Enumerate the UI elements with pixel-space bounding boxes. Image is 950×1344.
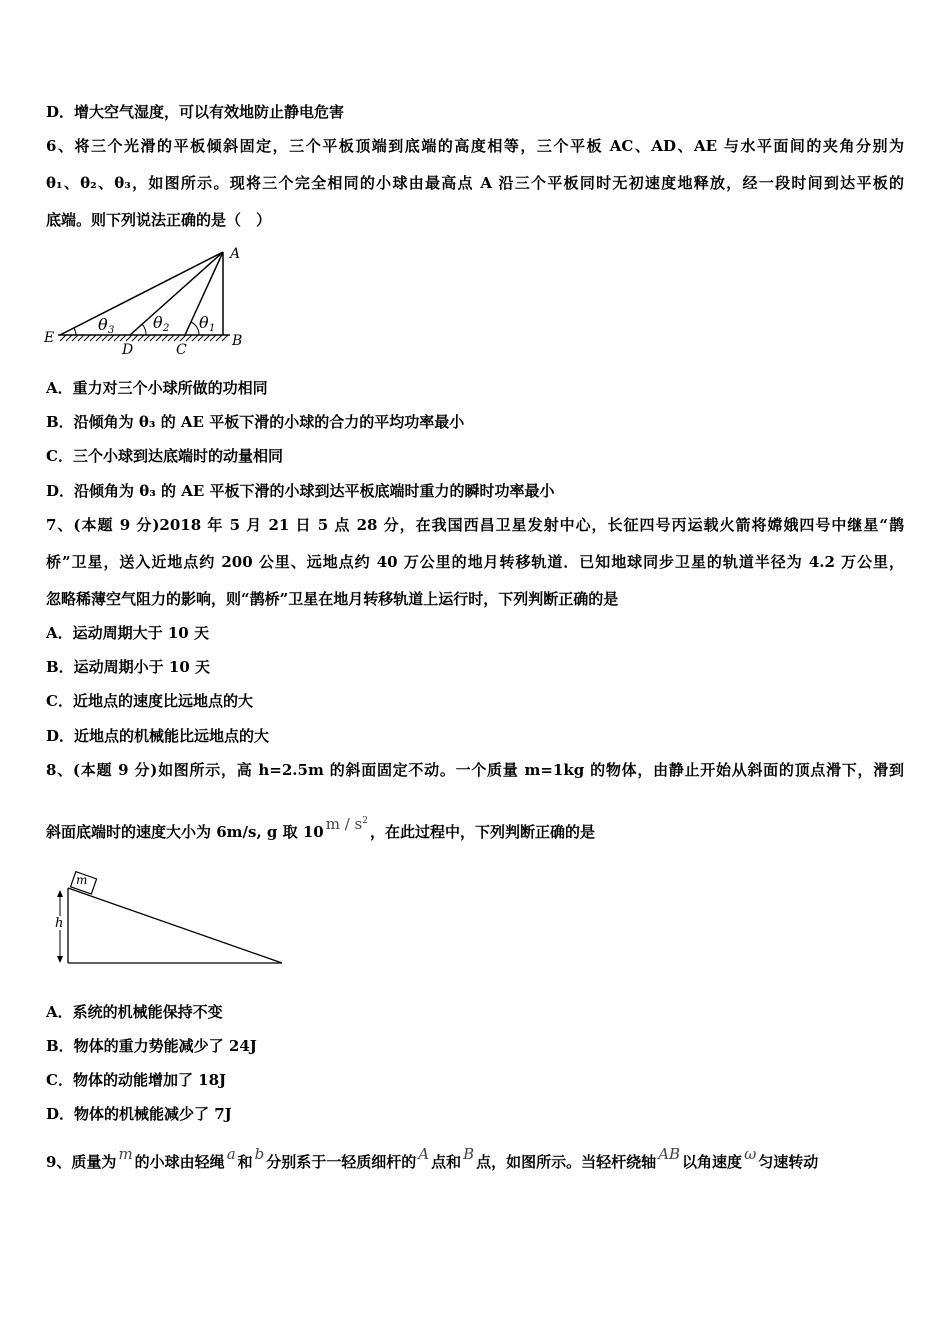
q6-label-theta2: θ: [153, 313, 163, 332]
q6-option-d: D．沿倾角为 θ₃ 的 AE 平板下滑的小球到达平板底端时重力的瞬时功率最小: [46, 482, 555, 500]
q9-text-1: 9、质量为: [46, 1153, 117, 1171]
q6-label-a: A: [230, 246, 241, 262]
q9-text-7: 以角速度: [682, 1153, 743, 1171]
q8-option-d: D．物体的机械能减少了 7J: [46, 1105, 232, 1123]
q9-text-4: 分别系于一轻质细杆的: [266, 1153, 417, 1171]
q6-option-b: B．沿倾角为 θ₃ 的 AE 平板下滑的小球的合力的平均功率最小: [46, 413, 465, 431]
q8-label-h: h: [55, 916, 64, 931]
q6-angle-arc-2: [142, 324, 146, 335]
q9-text-6: 点，如图所示。当轻杆绕轴: [476, 1153, 657, 1171]
q6-label-e: E: [44, 330, 55, 346]
q7-stem-line3: 忽略稀薄空气阻力的影响，则“鹊桥”卫星在地月转移轨道上运行时，下列判断正确的是: [46, 590, 619, 608]
q6-label-theta2-sub: 2: [163, 323, 170, 334]
q6-angle-arc-1: [191, 322, 199, 335]
q9-var-B: B: [463, 1145, 475, 1163]
q9-var-omega: ω: [744, 1145, 757, 1163]
q6-incline-diagram: [40, 242, 255, 354]
q7-stem-line1: 7、(本题 9 分)2018 年 5 月 21 日 5 点 28 分，在我国西昌卫星发射中心，长征四号丙运载火箭将嫦娥四号中继星“鹊: [46, 516, 904, 534]
q7-option-c: C．近地点的速度比远地点的大: [46, 692, 253, 710]
q8-option-a: A．系统的机械能保持不变: [46, 1003, 223, 1021]
q9-stem-line1: [46, 1145, 819, 1172]
q8-slope-line: [68, 888, 282, 963]
q8-stem-line2: [46, 815, 595, 845]
q9-text-3: 和: [237, 1153, 253, 1171]
q6-label-theta3-sub: 3: [108, 325, 115, 336]
q9-text-2: 的小球由轻绳: [134, 1153, 225, 1171]
q6-label-theta3: θ: [98, 315, 108, 334]
q8-option-b: B．物体的重力势能减少了 24J: [46, 1037, 257, 1055]
q9-var-AB: AB: [658, 1145, 681, 1163]
q9-text-5: 点和: [431, 1153, 462, 1171]
q9-var-m: m: [118, 1145, 133, 1163]
q6-label-b: B: [232, 333, 243, 349]
q7-option-a: A．运动周期大于 10 天: [46, 624, 209, 642]
q6-angle-arc-3: [74, 328, 76, 335]
q6-stem-line1: 6、将三个光滑的平板倾斜固定，三个平板顶端到底端的高度相等，三个平板 AC、AD、AE 与水平面间的夹角分别为: [46, 137, 904, 155]
q7-stem-line2: 桥”卫星，送入近地点约 200 公里、远地点约 40 万公里的地月转移轨道．已知地球同步卫星的轨道半径为 4.2 万公里，: [46, 553, 904, 571]
q8-option-c: C．物体的动能增加了 18J: [46, 1071, 227, 1089]
q9-var-A: A: [418, 1145, 430, 1163]
q6-label-theta1: θ: [199, 313, 209, 332]
q6-label-d: D: [122, 342, 134, 354]
q8-stem-line2-part1: 斜面底端时的速度大小为 6m/s, g 取 10: [46, 823, 324, 841]
q6-option-c: C．三个小球到达底端时的动量相同: [46, 447, 283, 465]
q8-arrow-up: [57, 890, 63, 897]
q8-stem-line1: 8、(本题 9 分)如图所示，高 h=2.5m 的斜面固定不动。一个质量 m=1kg 的物体，由静止开始从斜面的顶点滑下，滑到: [46, 761, 904, 779]
q6-option-a: A．重力对三个小球所做的功相同: [46, 379, 268, 397]
q6-ground-hatching: [60, 335, 228, 341]
q7-option-d: D．近地点的机械能比远地点的大: [46, 727, 270, 745]
q6-label-c: C: [176, 342, 187, 354]
q6-label-theta1-sub: 1: [209, 323, 216, 334]
q8-arrow-down: [57, 956, 63, 963]
q8-unit: [326, 815, 368, 833]
q5-option-d: D．增大空气湿度，可以有效地防止静电危害: [46, 103, 345, 121]
q8-label-m: m: [76, 873, 88, 887]
q9-var-a: a: [226, 1145, 236, 1163]
q6-stem-line3: 底端。则下列说法正确的是（ ）: [46, 211, 272, 229]
q9-text-8: 匀速转动: [758, 1153, 819, 1171]
q8-unit-text: m / s: [325, 815, 363, 833]
q8-stem-line2-part2: ，在此过程中，下列判断正确的是: [369, 823, 595, 841]
q6-stem-line2: θ₁、θ₂、θ₃，如图所示。现将三个完全相同的小球由最高点 A 沿三个平板同时无初速度地释放，经一段时间到达平板的: [46, 174, 904, 192]
q8-slope-diagram: [46, 868, 286, 968]
q9-var-b: b: [254, 1145, 265, 1163]
q8-unit-exponent: 2: [362, 816, 368, 826]
q7-option-b: B．运动周期小于 10 天: [46, 658, 210, 676]
